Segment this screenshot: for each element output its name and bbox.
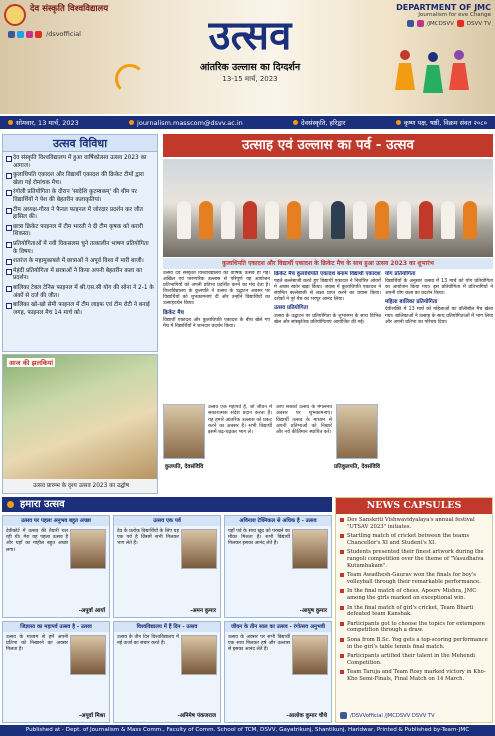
newsletter-subtitle: आंतरिक उल्लास का दिग्दर्शन bbox=[199, 62, 301, 73]
list-item: Participants got to choose the topics for extempore competition through a draw. bbox=[340, 621, 488, 634]
list-item: देव संस्कृति विश्वविद्यालय में हुआ वार्षिकोत्सव उत्सव 2023 का आगाज। bbox=[6, 155, 154, 170]
card-author: -अनिमेष पंकजराज bbox=[177, 713, 216, 719]
author-photo bbox=[181, 635, 217, 675]
instagram-icon[interactable] bbox=[26, 31, 33, 38]
university-name: देव संस्कृति विश्वविद्यालय bbox=[30, 4, 109, 14]
vice-chancellor-name: कुलपति, देवसंविवि bbox=[164, 464, 204, 470]
card-title: विश्वविद्यालय में हैं दिन - उत्सव bbox=[114, 622, 220, 632]
list-item: Team Taruja and Team Rosy marked victory in Kho-Kho Semi-Finals, Final Match on 14 March. bbox=[340, 669, 488, 682]
author-photo bbox=[292, 635, 328, 675]
pro-vice-chancellor-name: प्रतिकुलपति, देवसंविवि bbox=[334, 464, 380, 470]
article-subheading: महिला बालिका प्रतियोगिता bbox=[385, 299, 438, 306]
opinion-card bbox=[2, 515, 110, 618]
person-figure bbox=[419, 201, 433, 239]
hamara-utsav-bar bbox=[2, 497, 332, 512]
news-capsules-list bbox=[336, 514, 492, 682]
list-item: बालिका टेबल टेनिस फाइनल में श्री.एस.सी योग की सोना ने 2-1 के अंकों से दर्ज की जीत। bbox=[6, 285, 154, 300]
department-social bbox=[381, 20, 491, 27]
article-column-1 bbox=[163, 271, 270, 399]
card-body: देवीकोर्ट में उत्सव की तैयारी चल रही थी। मेरा यह पहला उत्सव है और यहाँ का माहौल बहुत अच्छा लगा। bbox=[6, 529, 68, 553]
person-figure bbox=[463, 201, 477, 239]
article-column-2 bbox=[274, 271, 381, 399]
card-title: जिज्ञासा का महापर्व उत्सव है - उत्सव bbox=[3, 622, 109, 632]
masthead bbox=[0, 0, 495, 114]
department-handle[interactable]: /JMCDSVV bbox=[426, 20, 454, 27]
list-item: छात्रा क्रिकेट फाइनल में टीम भारती ने दी टीम कृषक को करारी शिकस्त। bbox=[6, 224, 154, 239]
capsules-social-handles[interactable]: /DSVVofficial /JMCDSVV DSVV TV bbox=[350, 712, 435, 719]
info-email[interactable]: journalism.masscom@dsvv.ac.in bbox=[129, 119, 243, 127]
vividha-title: उत्सव विविधा bbox=[3, 135, 157, 152]
vice-chancellor-portrait bbox=[163, 404, 205, 459]
list-item: टीम अध्यक्ष-गौरव ने फैनल फाइनल में जोरदार प्रदर्शन कर जीत हासिल की। bbox=[6, 207, 154, 222]
person-figure bbox=[375, 201, 389, 239]
news-capsules-title: NEWS CAPSULES bbox=[336, 498, 492, 514]
youtube-icon[interactable] bbox=[35, 31, 42, 38]
info-date: सोमवार, 13 मार्च, 2023 bbox=[8, 118, 79, 127]
article-paragraph: उत्सव देव संस्कृति विश्वविद्यालय का वार्षिक उत्सव हो गई। अखिल एवं पारम्परिक उल्लास से परिपूर्ण यह आयोजन प्रतिभागियों को अपनी प्रतिभा प्रदर्शित करने का मंच देता है। विश्वविद्यालय के कुलपति ने उत्सव के उद्घाटन अवसर पर विद्यार्थियों को शुभकामनाएं दीं और उन्होंने विद्यार्थियों का उत्साहवर्धन किया। bbox=[163, 271, 270, 307]
list-item: Sona from B.Sc. Yog gets a top-scoring performance in the girl's table tennis final match. bbox=[340, 637, 488, 650]
info-calendar: कृष्ण पक्ष, षष्ठी, विक्रम संवत २०८० bbox=[396, 118, 487, 127]
opinion-card bbox=[2, 621, 110, 723]
article-paragraph: विद्यार्थियों के अनुसार उत्सव में 13 मार्च को योग प्रतियोगिता का आयोजन किया गया। इस प्रतियोगिता में प्रतिभागियों ने अपनी योग कला का प्रदर्शन किया। bbox=[385, 279, 493, 297]
article-paragraph: उत्सव के उद्घाटन पर प्रतियोगिता के शुभारम्भ के साथ विभिन्न खेल और सांस्कृतिक प्रतियोगिताएं आयोजित की गईं। bbox=[274, 313, 381, 325]
list-item: Team Awadhesh-Gaurav won the finals for boy's volleyball through their remarkable performance. bbox=[340, 572, 488, 585]
person-figure bbox=[177, 201, 191, 239]
highlights-photo-box bbox=[2, 354, 158, 494]
facebook-icon[interactable] bbox=[340, 712, 347, 719]
person-figure bbox=[221, 201, 235, 239]
person-figure bbox=[309, 201, 323, 239]
opinion-card bbox=[224, 515, 332, 618]
list-item: Dev Sanskriti Vishwavidyalaya's annual festival "UTSAV 2023" initiates. bbox=[340, 517, 488, 530]
author-photo bbox=[292, 529, 328, 569]
twitter-icon[interactable] bbox=[17, 31, 24, 38]
dancers-illustration-icon bbox=[385, 45, 475, 100]
author-photo bbox=[181, 529, 217, 569]
card-title: अविनाश टेक्निकल से अधिक है - उत्सव bbox=[225, 516, 331, 526]
card-author: -आलोक कुमार चौधे bbox=[286, 713, 327, 719]
pro-vice-chancellor-quote: आप सबको उत्सव के मंगलमय अवसर पर शुभकामनाएं। विद्यार्थी उत्सव के माध्यम से अपनी प्रतिभाओं को निखारें और नये कीर्तिमान स्थापित करें। bbox=[276, 404, 332, 436]
festival-dates: 13-15 मार्च, 2023 bbox=[222, 75, 278, 83]
author-photo bbox=[70, 635, 106, 675]
pro-vice-chancellor-portrait bbox=[336, 404, 378, 459]
calendar-icon bbox=[8, 120, 13, 125]
person-figure bbox=[199, 201, 213, 239]
opinion-card bbox=[113, 621, 221, 723]
list-item: कुलाधिपति एकादश और विद्यार्थी एकादश की क्रिकेट टीमों द्वारा खेला गई रोमांचक मैच। bbox=[6, 172, 154, 187]
list-item: Participants artified their talent in the Mehendi Competition. bbox=[340, 653, 488, 666]
bullet-icon bbox=[7, 501, 14, 508]
newsletter-title: उत्सव bbox=[208, 12, 292, 59]
author-photo bbox=[70, 529, 106, 569]
info-place: देवसंस्कृति, हरिद्वार bbox=[293, 118, 345, 127]
facebook-icon[interactable] bbox=[8, 31, 15, 38]
vividha-list bbox=[3, 152, 157, 317]
mail-icon bbox=[129, 120, 134, 125]
article-column-3 bbox=[385, 271, 493, 491]
article-subheading: योग प्रतियोगिता bbox=[385, 271, 416, 277]
moon-icon bbox=[396, 120, 401, 125]
card-author: -आयुष कुमार bbox=[299, 608, 327, 614]
footer: Published at - Dept. of Journalism & Mass Comm., Faculty of Comm. School of TCM, DSVV, Gayatrikunj, Shantikunj, Haridwar, Printed & Published by-Team-JMC bbox=[0, 725, 495, 736]
card-title: उत्सव एक पर्व bbox=[114, 516, 220, 526]
person-figure bbox=[353, 201, 367, 239]
card-body: उत्सव के अवसर पर सभी विद्यार्थी एक साथ मिलकर हर्ष और उल्लास से इसका आनंद लेते हैं। bbox=[228, 635, 290, 653]
article-paragraph: देवीशक्ति में 13 मार्च को महिलाओं का वॉलीबॉल मैच खेला गया। बालिकाओं ने उत्साह के साथ प्रतियोगिताओं में भाग लिया और अपनी प्रतिभा का परिचय दिया। bbox=[385, 307, 493, 325]
youtube-icon[interactable] bbox=[457, 20, 464, 27]
info-bar bbox=[0, 116, 495, 129]
list-item: Startling match of cricket between the teams Chancellor's XI and Student's XI. bbox=[340, 533, 488, 546]
group-photo bbox=[163, 159, 493, 257]
list-item: Students presented their finest artwork during the rangoli competition over the theme of "Vasudhaiva Kutumbakam". bbox=[340, 549, 488, 569]
university-logo-icon bbox=[4, 4, 26, 26]
department-name: DEPARTMENT OF JMC bbox=[396, 3, 491, 12]
article-subheading: क्रिकेट मैच कुलाधिपति एकादश बनाम विद्यार्थी एकादश bbox=[274, 271, 381, 277]
list-item: शतरंज के महामुकाबले में छात्राओं ने अपूर्व विश्व में मारी बाजी। bbox=[6, 258, 154, 266]
highlights-label: आज की झलकियां bbox=[9, 359, 54, 367]
card-body: उत्सव के माध्यम से हमें अपनी प्रतिभा को निखारने का अवसर मिलता है। bbox=[6, 635, 68, 653]
list-item: In the final match of girl's cricket, Team Bharti defeated team Kanshak. bbox=[340, 605, 488, 618]
highlights-photo bbox=[3, 355, 158, 481]
person-figure bbox=[243, 201, 257, 239]
card-author: -अमन कुमार bbox=[190, 608, 216, 614]
highlights-caption: उत्सव प्रारम्भ के दृश्य उत्सव 2023 का उद्घोष bbox=[3, 479, 158, 493]
card-title: उत्सव पर पहला अनुभव बहुत अच्छा bbox=[3, 516, 109, 526]
person-figure bbox=[441, 201, 455, 239]
person-figure bbox=[331, 201, 345, 239]
instagram-icon[interactable] bbox=[417, 20, 424, 27]
news-capsules-box bbox=[335, 497, 493, 723]
list-item: बालिका खो-खो सेमी फाइनल में टीम लाइफ एवं टीम रोटी ने बनाई जगह, फाइनल मैच 14 मार्च को। bbox=[6, 302, 154, 317]
facebook-icon[interactable] bbox=[407, 20, 414, 27]
card-title: जीवन के तीन साल का उत्सव - रंगोत्सव अनुभवी bbox=[225, 622, 331, 632]
list-item: प्रतियोगिताओं में नवी विकसलस चुने तत्कालीन भाषण प्रतियोगिता के विषय। bbox=[6, 241, 154, 256]
opinion-card bbox=[113, 515, 221, 618]
list-item: रंगोली प्रतियोगिता के दौरान 'स्वदेशि कुटम्बकम्' की थीम पर विद्यार्थियों ने पेश की बेहतरीन कलाकृतियां। bbox=[6, 189, 154, 204]
utsav-vividha-box bbox=[2, 134, 158, 352]
card-body: यहाँ पर्व के साथ खुद को परखने का मौका मिलता है। सभी विद्यार्थी मिलकर इसका आनंद लेते हैं। bbox=[228, 529, 290, 547]
person-figure bbox=[397, 201, 411, 239]
card-body: देव के प्रत्येक विद्यार्थियों के लिए यह एक पर्व है जिसमें सभी मिलकर भाग लेते हैं। bbox=[117, 529, 179, 547]
group-photo-caption: कुलाधिपति एकादश और विद्यार्थी एकादश के क्रिकेट मैच के साथ हुआ उत्सव 2023 का शुभारंभ bbox=[163, 258, 493, 269]
person-figure bbox=[287, 201, 301, 239]
opinion-card bbox=[224, 621, 332, 723]
location-icon bbox=[293, 120, 298, 125]
university-handle[interactable]: /dsvofficial bbox=[46, 30, 81, 38]
main-headline: उत्साह एवं उल्लास का पर्व - उत्सव bbox=[163, 134, 493, 157]
department-tagline: Journalism for eve Change bbox=[418, 12, 491, 18]
newsletter-title-block bbox=[150, 14, 350, 84]
card-author: -अपूर्वा मिश्रा bbox=[78, 713, 105, 719]
card-body: उत्सव के तीन दिन विश्वविद्यालय में नई ऊर्जा का संचार करते हैं। bbox=[117, 635, 179, 647]
person-figure bbox=[265, 201, 279, 239]
article-subheading: क्रिकेट मैच bbox=[163, 309, 184, 316]
capsules-social[interactable] bbox=[340, 712, 435, 719]
article-subheading: उत्सव प्रतियोगिता bbox=[274, 305, 308, 312]
article-paragraph: विद्यार्थी एकादश और कुलाधिपति एकादश के बीच खेले गए मैच में विद्यार्थियों ने शानदार प्रदर्शन किया। bbox=[163, 317, 270, 329]
university-social bbox=[8, 30, 81, 38]
hamara-utsav-title: हमारा उत्सव bbox=[20, 499, 65, 510]
decorative-swirl-icon bbox=[115, 64, 145, 94]
article-paragraph: पहले बल्लेबाजी करते हुए विद्यार्थी एकादश ने निर्धारित ओवरों में अच्छा स्कोर खड़ा किया। जवाब में कुलाधिपति एकादश ने संयमित बल्लेबाजी से लक्ष्य प्राप्त करने का प्रयास किया। दर्शकों ने पूरे मैच का भरपूर आनंद लिया। bbox=[274, 279, 381, 303]
department-tv-handle[interactable]: DSVV TV bbox=[466, 20, 491, 27]
department-brand bbox=[381, 3, 491, 27]
list-item: मेहंदी प्रतियोगिता में छात्राओं ने किया अपनी बेहतरीन कला का प्रदर्शन। bbox=[6, 268, 154, 283]
card-author: -अपूर्वा आर्या bbox=[78, 608, 105, 614]
list-item: In the final match of chess, Apoorv Mishra, JMC among the girls marked an exceptional win. bbox=[340, 588, 488, 601]
vice-chancellor-quote: उत्सव एक महापर्व है, जो जीवन में सकारात्मक संदेश प्रदान करता है। यह हमारे आंतरिक उल्लास को प्रकट करने का अवसर है। सभी विद्यार्थी इसमें बढ़-चढ़कर भाग लें। bbox=[208, 404, 272, 436]
